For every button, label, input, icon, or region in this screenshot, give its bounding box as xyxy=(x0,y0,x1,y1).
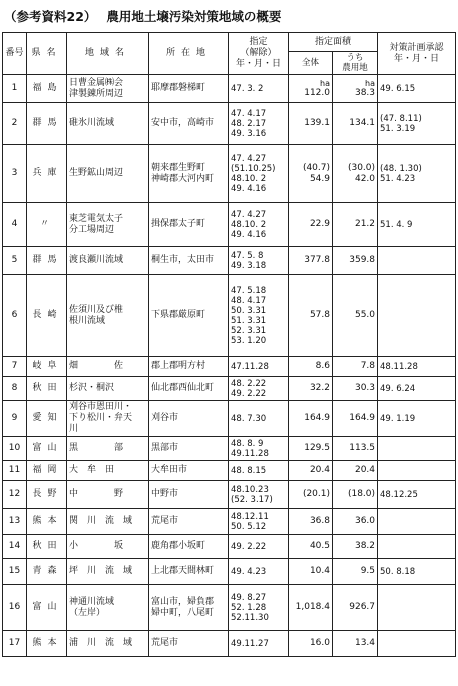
location-cell: 下県郡厳原町 xyxy=(149,275,229,357)
prefecture-cell: 〃 xyxy=(27,203,67,247)
title-text: 農用地土壌汚染対策地域の概要 xyxy=(106,9,282,24)
location-cell: 刈谷市 xyxy=(149,401,229,437)
prefecture-cell: 福岡 xyxy=(27,461,67,481)
row-number: 9 xyxy=(3,401,27,437)
designation-date-cell: 48.10.23 (52. 3.17) xyxy=(229,481,289,509)
location-cell: 上北郡天間林町 xyxy=(149,559,229,585)
designated-areas-table xyxy=(2,32,456,657)
prefecture-cell: 愛知 xyxy=(27,401,67,437)
plan-approval-cell: 49. 6.24 xyxy=(378,377,456,401)
area-farmland-cell xyxy=(333,75,378,103)
row-number: 17 xyxy=(3,631,27,657)
designation-date-cell: 49. 4.23 xyxy=(229,559,289,585)
prefecture-cell: 秋田 xyxy=(27,377,67,401)
area-total-cell: 129.5 xyxy=(289,437,333,461)
plan-approval-cell xyxy=(378,509,456,535)
prefecture-cell: 福島 xyxy=(27,75,67,103)
prefecture-cell: 群馬 xyxy=(27,103,67,145)
table-row xyxy=(3,75,456,103)
location-cell: 荒尾市 xyxy=(149,631,229,657)
designation-date-cell: 47. 4.17 48. 2.17 49. 3.16 xyxy=(229,103,289,145)
header-area-total: 全体 xyxy=(289,52,333,75)
area-farmland-cell: 134.1 xyxy=(333,103,378,145)
location-cell: 中野市 xyxy=(149,481,229,509)
area-total-cell xyxy=(289,75,333,103)
reference-label: （参考資料22） xyxy=(4,9,97,24)
designation-date-cell: 49. 2.22 xyxy=(229,535,289,559)
location-cell: 耶摩郡磐梯町 xyxy=(149,75,229,103)
region-name-cell: 杉沢・桐沢 xyxy=(67,377,149,401)
header-designation: 指定 （解除） 年・月・日 xyxy=(229,33,289,75)
designation-date-cell: 47. 5. 8 49. 3.18 xyxy=(229,247,289,275)
region-name-cell: 中 野 xyxy=(67,481,149,509)
area-farmland-cell: 20.4 xyxy=(333,461,378,481)
plan-approval-cell: (47. 8.11) 51. 3.19 xyxy=(378,103,456,145)
prefecture-cell: 秋田 xyxy=(27,535,67,559)
table-row xyxy=(3,247,456,275)
area-farmland-cell: 36.0 xyxy=(333,509,378,535)
plan-approval-cell: (48. 1.30) 51. 4.23 xyxy=(378,145,456,203)
area-total-cell: 8.6 xyxy=(289,357,333,377)
plan-approval-cell xyxy=(378,535,456,559)
header-no: 番号 xyxy=(3,33,27,75)
location-cell: 大牟田市 xyxy=(149,461,229,481)
plan-approval-cell xyxy=(378,247,456,275)
plan-approval-cell xyxy=(378,631,456,657)
designation-date-cell: 49. 8.27 52. 1.28 52.11.30 xyxy=(229,585,289,631)
area-farmland-cell: (18.0) xyxy=(333,481,378,509)
region-name-cell: 畑 佐 xyxy=(67,357,149,377)
plan-approval-cell xyxy=(378,585,456,631)
row-number: 11 xyxy=(3,461,27,481)
area-farmland-cell: (30.0) 42.0 xyxy=(333,145,378,203)
area-total-cell: 36.8 xyxy=(289,509,333,535)
plan-approval-cell: 49. 1.19 xyxy=(378,401,456,437)
cell-value: 112.0 xyxy=(304,87,330,98)
area-total-cell: 57.8 xyxy=(289,275,333,357)
designation-date-cell: 48. 2.22 49. 2.22 xyxy=(229,377,289,401)
location-cell: 黒部市 xyxy=(149,437,229,461)
area-farmland-cell: 7.8 xyxy=(333,357,378,377)
designation-date-cell: 47. 3. 2 xyxy=(229,75,289,103)
table-row xyxy=(3,585,456,631)
area-farmland-cell: 13.4 xyxy=(333,631,378,657)
region-name-cell: 関 川 流 域 xyxy=(67,509,149,535)
table-row xyxy=(3,481,456,509)
region-name-cell: 渡良瀬川流域 xyxy=(67,247,149,275)
location-cell: 荒尾市 xyxy=(149,509,229,535)
row-number: 8 xyxy=(3,377,27,401)
table-row xyxy=(3,357,456,377)
prefecture-cell: 熊本 xyxy=(27,509,67,535)
plan-approval-cell xyxy=(378,275,456,357)
location-cell: 朝来郡生野町 神崎郡大河内町 xyxy=(149,145,229,203)
row-number: 3 xyxy=(3,145,27,203)
region-name-cell: 大 牟 田 xyxy=(67,461,149,481)
location-cell: 安中市，高崎市 xyxy=(149,103,229,145)
header-area: 指定面積 xyxy=(289,33,378,52)
prefecture-cell: 富山 xyxy=(27,437,67,461)
location-cell: 郡上郡明方村 xyxy=(149,357,229,377)
row-number: 7 xyxy=(3,357,27,377)
table-row xyxy=(3,437,456,461)
unit-label: ha xyxy=(320,78,330,88)
region-name-cell: 日曹金属㈱会 津製錬所周辺 xyxy=(67,75,149,103)
row-number: 4 xyxy=(3,203,27,247)
region-name-cell: 刈谷市恩田川・ 下り松川・弁天 川 xyxy=(67,401,149,437)
designation-date-cell: 48.12.11 50. 5.12 xyxy=(229,509,289,535)
area-total-cell: 1,018.4 xyxy=(289,585,333,631)
area-total-cell: 20.4 xyxy=(289,461,333,481)
area-total-cell: 40.5 xyxy=(289,535,333,559)
table-row xyxy=(3,535,456,559)
row-number: 14 xyxy=(3,535,27,559)
region-name-cell: 神通川流域 （左岸） xyxy=(67,585,149,631)
designation-date-cell: 47. 4.27 48.10. 2 49. 4.16 xyxy=(229,203,289,247)
location-cell: 桐生市，太田市 xyxy=(149,247,229,275)
area-total-cell: 164.9 xyxy=(289,401,333,437)
plan-approval-cell: 48.11.28 xyxy=(378,357,456,377)
region-name-cell: 小 坂 xyxy=(67,535,149,559)
table-row xyxy=(3,103,456,145)
area-total-cell: 139.1 xyxy=(289,103,333,145)
row-number: 16 xyxy=(3,585,27,631)
region-name-cell: 碓氷川流域 xyxy=(67,103,149,145)
table-row xyxy=(3,145,456,203)
header-area-farm: うち 農用地 xyxy=(333,52,378,75)
cell-value: 38.3 xyxy=(354,87,376,98)
row-number: 5 xyxy=(3,247,27,275)
row-number: 13 xyxy=(3,509,27,535)
table-row xyxy=(3,401,456,437)
row-number: 10 xyxy=(3,437,27,461)
area-total-cell: 32.2 xyxy=(289,377,333,401)
unit-label: ha xyxy=(365,78,376,88)
location-cell: 鹿角郡小坂町 xyxy=(149,535,229,559)
header-location: 所在地 xyxy=(149,33,229,75)
header-pref: 県名 xyxy=(27,33,67,75)
designation-date-cell: 47. 5.18 48. 4.17 50. 3.31 51. 3.31 52. 3.31 53. 1.20 xyxy=(229,275,289,357)
plan-approval-cell: 48.12.25 xyxy=(378,481,456,509)
area-total-cell: 10.4 xyxy=(289,559,333,585)
table-row xyxy=(3,631,456,657)
prefecture-cell: 熊本 xyxy=(27,631,67,657)
row-number: 15 xyxy=(3,559,27,585)
plan-approval-cell xyxy=(378,437,456,461)
area-farmland-cell: 9.5 xyxy=(333,559,378,585)
region-name-cell: 佐須川及び椎 根川流域 xyxy=(67,275,149,357)
region-name-cell: 東芝電気太子 分工場周辺 xyxy=(67,203,149,247)
plan-approval-cell: 51. 4. 9 xyxy=(378,203,456,247)
plan-approval-cell: 49. 6.15 xyxy=(378,75,456,103)
row-number: 1 xyxy=(3,75,27,103)
area-total-cell: 377.8 xyxy=(289,247,333,275)
area-total-cell: 22.9 xyxy=(289,203,333,247)
table-body xyxy=(3,75,456,657)
region-name-cell: 浦 川 流 域 xyxy=(67,631,149,657)
prefecture-cell: 富山 xyxy=(27,585,67,631)
plan-approval-cell: 50. 8.18 xyxy=(378,559,456,585)
area-farmland-cell: 164.9 xyxy=(333,401,378,437)
area-farmland-cell: 30.3 xyxy=(333,377,378,401)
prefecture-cell: 群馬 xyxy=(27,247,67,275)
area-total-cell: 16.0 xyxy=(289,631,333,657)
table-row xyxy=(3,203,456,247)
designation-date-cell: 47.11.28 xyxy=(229,357,289,377)
prefecture-cell: 岐阜 xyxy=(27,357,67,377)
prefecture-cell: 兵庫 xyxy=(27,145,67,203)
location-cell: 仙北郡西仙北町 xyxy=(149,377,229,401)
area-farmland-cell: 926.7 xyxy=(333,585,378,631)
table-row xyxy=(3,275,456,357)
header-region: 地域名 xyxy=(67,33,149,75)
designation-date-cell: 48. 8. 9 49.11.28 xyxy=(229,437,289,461)
table-row xyxy=(3,509,456,535)
plan-approval-cell xyxy=(378,461,456,481)
area-farmland-cell: 21.2 xyxy=(333,203,378,247)
area-farmland-cell: 55.0 xyxy=(333,275,378,357)
row-number: 2 xyxy=(3,103,27,145)
row-number: 12 xyxy=(3,481,27,509)
designation-date-cell: 48. 7.30 xyxy=(229,401,289,437)
designation-date-cell: 49.11.27 xyxy=(229,631,289,657)
region-name-cell: 坪 川 流 域 xyxy=(67,559,149,585)
area-total-cell: (40.7) 54.9 xyxy=(289,145,333,203)
region-name-cell: 生野鉱山周辺 xyxy=(67,145,149,203)
designation-date-cell: 48. 8.15 xyxy=(229,461,289,481)
area-total-cell: (20.1) xyxy=(289,481,333,509)
header-plan: 対策計画承認 年・月・日 xyxy=(378,33,456,75)
table-row xyxy=(3,461,456,481)
header-row xyxy=(3,33,456,52)
row-number: 6 xyxy=(3,275,27,357)
designation-date-cell: 47. 4.27 (51.10.25) 48.10. 2 49. 4.16 xyxy=(229,145,289,203)
area-farmland-cell: 38.2 xyxy=(333,535,378,559)
area-farmland-cell: 113.5 xyxy=(333,437,378,461)
location-cell: 富山市，婦負郡 婦中町，八尾町 xyxy=(149,585,229,631)
table-row xyxy=(3,559,456,585)
location-cell: 揖保郡太子町 xyxy=(149,203,229,247)
prefecture-cell: 青森 xyxy=(27,559,67,585)
prefecture-cell: 長野 xyxy=(27,481,67,509)
area-farmland-cell: 359.8 xyxy=(333,247,378,275)
prefecture-cell: 長崎 xyxy=(27,275,67,357)
document-title xyxy=(4,6,281,28)
region-name-cell: 黒 部 xyxy=(67,437,149,461)
table-row xyxy=(3,377,456,401)
